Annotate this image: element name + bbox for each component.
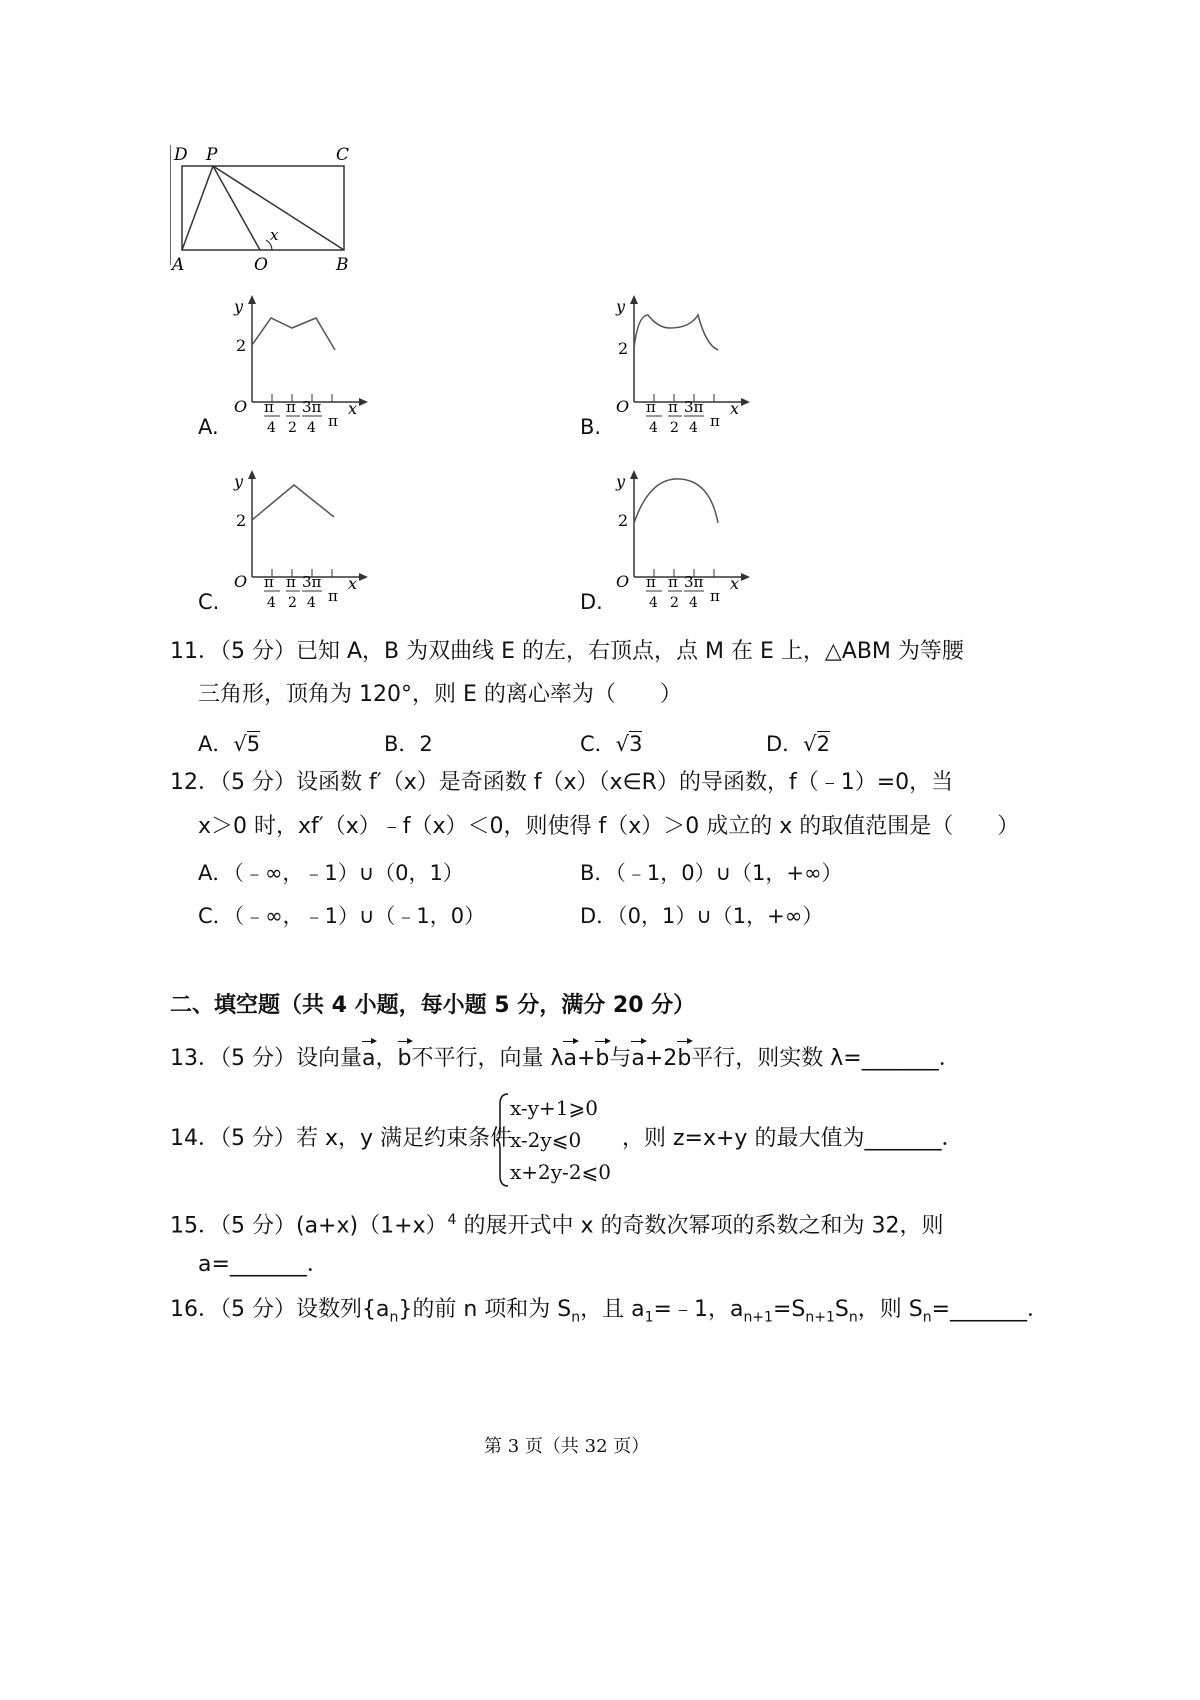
graph-curve	[634, 479, 718, 523]
graph-curve	[634, 315, 718, 350]
graph-option-B-label: B.	[580, 415, 602, 439]
q12-line1: 12．（5 分）设函数 f′（x）是奇函数 f（x）（x∈R）的导函数，f（﹣1）=0，当	[170, 770, 954, 795]
q11-option-A-prefix: A．	[198, 732, 234, 756]
graph-axes	[248, 295, 368, 406]
tick-two-den: 2	[670, 595, 679, 611]
graph-option-D-label: D.	[580, 590, 603, 614]
axis-x: x	[348, 574, 358, 593]
origin: O	[234, 572, 248, 591]
tick-four: 4	[307, 595, 316, 611]
q16-p3: ，且 a	[580, 1297, 645, 1322]
tick-pi: π	[668, 398, 678, 416]
q11-option-C	[580, 728, 642, 758]
constraint-brace-icon	[496, 1092, 510, 1188]
q16-sub-1: 1	[644, 1309, 654, 1326]
graph-axes	[248, 470, 368, 581]
q13-plus2: +2	[644, 1046, 678, 1071]
axis-x: x	[348, 399, 358, 418]
tick-pi: π	[264, 398, 274, 416]
tick-four: 4	[267, 420, 276, 436]
q15-part2: 的展开式中 x 的奇数次幂项的系数之和为 32，则	[456, 1213, 944, 1239]
q16-p8: =_______．	[931, 1297, 1049, 1322]
q11-option-C-value: 3	[629, 732, 643, 756]
label-D: D	[174, 145, 188, 165]
tick-pi: π	[668, 573, 678, 591]
q14-constraint-3: x+2y-2⩽0	[510, 1160, 612, 1184]
q13-plus: +	[576, 1046, 596, 1071]
graph-curve	[252, 485, 334, 520]
q11-option-D-prefix: D．	[766, 732, 804, 756]
tick-four: 4	[649, 595, 658, 611]
origin: O	[234, 397, 248, 416]
vector-a: a	[563, 1038, 576, 1074]
tick-pi: π	[328, 412, 338, 430]
q13-part1: 13．（5 分）设向量	[170, 1046, 362, 1071]
graph-option-C-label: C.	[198, 590, 220, 614]
graph-axes	[630, 295, 750, 406]
vector-b: b	[595, 1038, 609, 1074]
q16-p4: =﹣1，a	[653, 1297, 744, 1322]
graph-C	[228, 465, 378, 615]
label-O: O	[254, 255, 268, 275]
q15-exponent: 4	[447, 1212, 457, 1228]
tick-2: 2	[236, 336, 247, 355]
sqrt-icon: √	[803, 732, 817, 756]
graph-curve	[252, 318, 335, 350]
graph-D	[610, 465, 760, 615]
q13-part2: 不平行，向量 λ	[411, 1046, 564, 1071]
q11-option-B: B．2	[384, 732, 433, 756]
q16-sub-n: n	[922, 1309, 932, 1326]
tick-two-den: 2	[288, 595, 297, 611]
tick-2: 2	[618, 511, 629, 530]
label-A: A	[172, 255, 185, 275]
tick-pi: π	[264, 573, 274, 591]
sqrt-icon: √	[615, 732, 630, 756]
tick-four: 4	[307, 420, 316, 436]
q13-part3: 平行，则实数 λ=_______．	[691, 1046, 961, 1071]
axis-y: y	[234, 297, 244, 316]
axis-y: y	[616, 297, 626, 316]
tick-two-den: 2	[670, 420, 679, 436]
q16-p1: 16．（5 分）设数列{a	[170, 1297, 390, 1322]
tick-pi: π	[646, 398, 656, 416]
tick-three-pi: 3π	[684, 398, 704, 416]
q14-prefix: 14．（5 分）若 x，y 满足约束条件	[170, 1126, 513, 1151]
label-x-angle: x	[270, 226, 279, 244]
tick-2: 2	[236, 511, 247, 530]
axis-y: y	[234, 472, 244, 491]
q12-option-B: B．（﹣1，0）∪（1，+∞）	[580, 861, 843, 885]
q13	[170, 1038, 961, 1074]
origin: O	[616, 397, 630, 416]
q11-option-A-value: 5	[246, 732, 261, 756]
graph-B	[610, 290, 760, 440]
q13-with: 与	[609, 1046, 632, 1071]
tick-pi: π	[286, 573, 296, 591]
q16-p2: }的前 n 项和为 S	[398, 1297, 572, 1322]
vector-b: b	[677, 1038, 691, 1074]
q16-sub-n1: n+1	[743, 1309, 773, 1326]
q14-suffix: ，则 z=x+y 的最大值为_______．	[622, 1126, 964, 1151]
tick-pi: π	[646, 573, 656, 591]
q12-option-A: A．（﹣∞，﹣1）∪（0，1）	[198, 861, 464, 885]
tick-pi: π	[710, 412, 720, 430]
q16-sub-n: n	[389, 1309, 399, 1326]
q15-line2: a=_______．	[198, 1252, 329, 1277]
vector-a: a	[631, 1038, 644, 1074]
q11-option-C-prefix: C．	[580, 732, 616, 756]
tick-pi: π	[286, 398, 296, 416]
tick-pi: π	[328, 587, 338, 605]
tick-three-pi: 3π	[684, 573, 704, 591]
graph-option-A-label: A.	[198, 415, 219, 439]
tick-four: 4	[649, 420, 658, 436]
q11-option-D	[766, 728, 830, 758]
q16-sub-n: n	[848, 1309, 858, 1326]
section-title: 二、填空题（共 4 小题，每小题 5 分，满分 20 分）	[170, 993, 696, 1018]
q11-line2: 三角形，顶角为 120°，则 E 的离心率为（ ）	[198, 682, 682, 707]
q16	[170, 1295, 1049, 1332]
sqrt-icon: √	[233, 732, 247, 756]
axis-x: x	[730, 399, 740, 418]
graph-axes	[630, 470, 750, 581]
tick-two-den: 2	[288, 420, 297, 436]
q12-option-D: D．（0，1）∪（1，+∞）	[580, 904, 824, 928]
q14-constraint-1: x-y+1⩾0	[510, 1096, 598, 1120]
q14-constraint-2: x-2y⩽0	[510, 1128, 582, 1152]
q15-line1	[170, 1205, 943, 1241]
q15-part1: 15．（5 分）(a+x)（1+x）	[170, 1213, 448, 1239]
rectangle-figure	[170, 140, 400, 280]
vector-a: a	[362, 1038, 375, 1074]
q12-option-C: C．（﹣∞，﹣1）∪（﹣1，0）	[198, 904, 486, 928]
q12-line2: x＞0 时，xf′（x）﹣f（x）＜0，则使得 f（x）＞0 成立的 x 的取值范围是（ ）	[198, 814, 1020, 839]
tick-three-pi: 3π	[302, 573, 322, 591]
page-footer: 第 3 页（共 32 页）	[484, 1436, 650, 1457]
q11-option-A	[198, 728, 260, 758]
q11-line1: 11．（5 分）已知 A，B 为双曲线 E 的左，右顶点，点 M 在 E 上，△ABM 为等腰	[170, 639, 964, 664]
q16-sub-n: n	[571, 1309, 581, 1326]
label-C: C	[336, 145, 350, 165]
q11-option-D-value: 2	[816, 732, 830, 756]
axis-y: y	[616, 472, 626, 491]
tick-2: 2	[618, 339, 629, 358]
tick-four: 4	[689, 595, 698, 611]
tick-three-pi: 3π	[302, 398, 322, 416]
label-P: P	[206, 145, 218, 165]
q16-p5: =S	[772, 1297, 806, 1322]
origin: O	[616, 572, 630, 591]
q13-comma: ，	[375, 1046, 398, 1071]
vector-b: b	[398, 1038, 412, 1074]
axis-x: x	[730, 574, 740, 593]
q16-p6: S	[834, 1297, 849, 1322]
label-B: B	[336, 255, 349, 275]
tick-four: 4	[267, 595, 276, 611]
graph-A	[228, 290, 378, 440]
tick-pi: π	[710, 587, 720, 605]
tick-four: 4	[689, 420, 698, 436]
q16-sub-n1: n+1	[805, 1309, 835, 1326]
q16-p7: ，则 S	[857, 1297, 923, 1322]
